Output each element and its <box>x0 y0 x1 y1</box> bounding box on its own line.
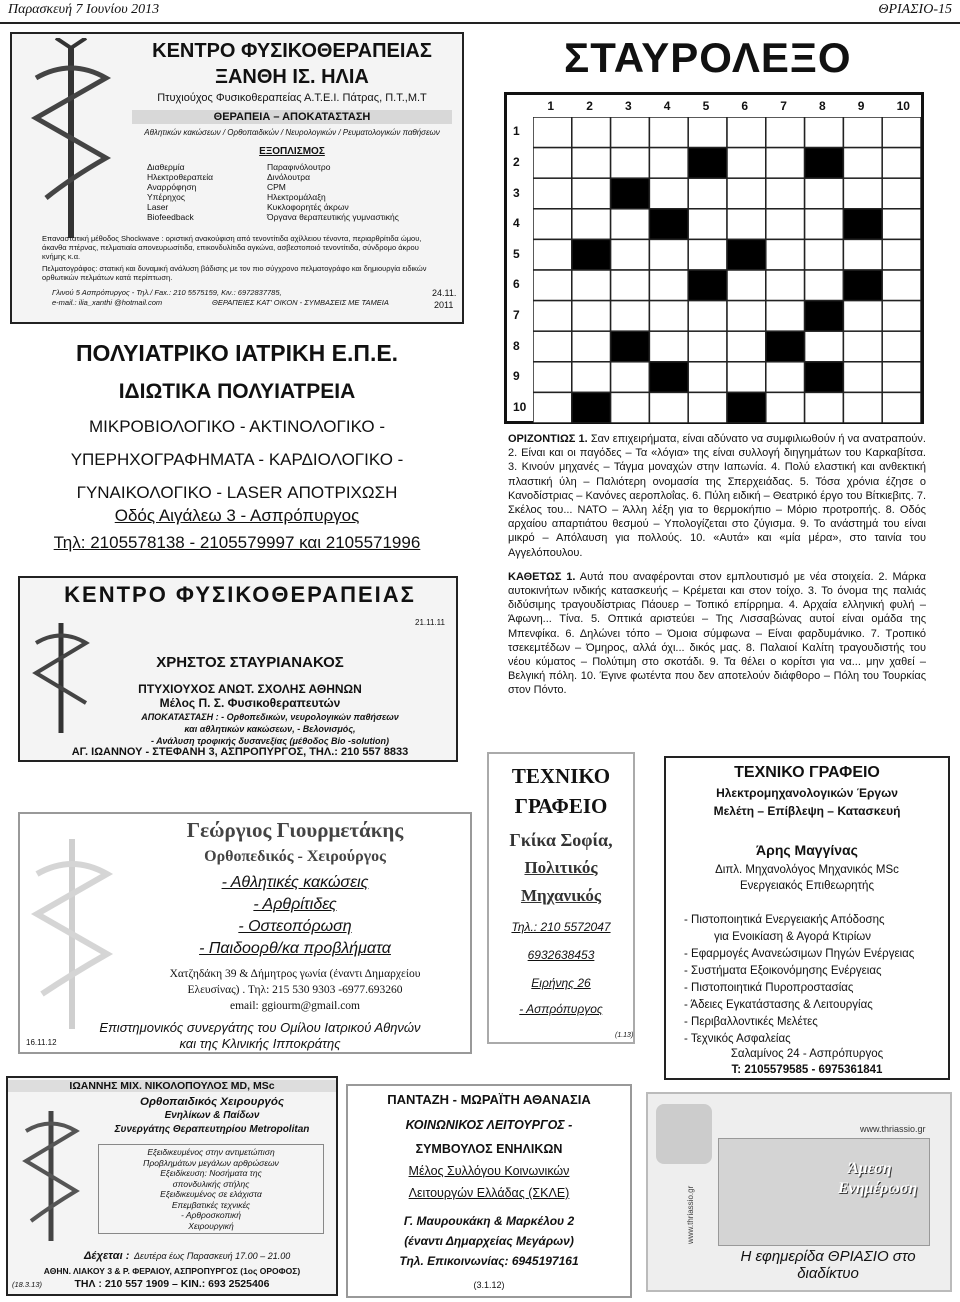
tech-2-phones: Τ: 2105579585 - 6975361841 <box>731 1064 883 1076</box>
crossword-black-cell <box>843 209 882 240</box>
tech-1-title-1: ΤΕΧΝΙΚΟ <box>511 764 611 788</box>
social-worker-ad <box>346 1084 632 1298</box>
tech-2-name: Άρης Μαγγίνας <box>756 842 858 858</box>
polyclinic-ad <box>10 340 464 562</box>
crossword-cell <box>727 270 766 301</box>
crossword-cell <box>572 331 611 362</box>
crossword-cell <box>727 148 766 179</box>
nik-name: ΙΩΑΝΝΗΣ ΜΙΧ. ΝΙΚΟΛΟΠΟΥΛΟΣ MD, MSc <box>8 1080 336 1092</box>
crossword-row-number: 5 <box>513 246 520 261</box>
body-line: Εξειδίκευση: Νοσήματα της <box>160 1168 262 1178</box>
crossword-cell <box>766 362 805 393</box>
body-line: Εξειδικευμένος σε ελάχιστα <box>160 1189 262 1199</box>
crossword-row-number: 8 <box>513 338 520 353</box>
physio-ad-stavrianakos <box>18 576 458 762</box>
crossword-cell <box>727 117 766 148</box>
crossword-cell <box>727 301 766 332</box>
crossword-cell <box>533 148 572 179</box>
crossword-cell <box>727 178 766 209</box>
crossword-cell <box>805 392 844 423</box>
physio-2-services-2: και αθλητικών κακώσεων, - Βελονισμός, <box>184 724 356 734</box>
nik-date-code: (18.3.13) <box>12 1280 43 1289</box>
sw-date-code: (3.1.12) <box>473 1280 505 1290</box>
crossword-black-cell <box>649 209 688 240</box>
physio-2-services-3: - Ανάλυση τροφικής δυσανεξίας (μέθοδος Bio -solution) <box>150 736 390 746</box>
issue-date: Παρασκευή 7 Ιουνίου 2013 <box>8 2 160 17</box>
crossword-cell <box>843 392 882 423</box>
polyclinic-line-1: ΠΟΛΥΙΑΤΡΙΚΟ ΙΑΤΡΙΚΗ Ε.Π.Ε. <box>75 340 399 366</box>
across-label: ΟΡΙΖΟΝΤΙΩΣ 1. <box>508 433 588 445</box>
equipment-item: Δινόλουτρα <box>267 172 310 182</box>
crossword-cell <box>572 362 611 393</box>
equipment-item: Κυκλοφορητές άκρων <box>267 202 349 212</box>
crossword-cell <box>766 178 805 209</box>
crossword-cell <box>843 117 882 148</box>
body-line: Επεμβατικές τεχνικές <box>171 1199 251 1210</box>
ortho-ad-nikolopoulos <box>6 1076 338 1296</box>
tech-1-name: Γκίκα Σοφία, <box>509 830 613 850</box>
crossword-cell <box>882 209 921 240</box>
crossword-cell <box>649 331 688 362</box>
crossword-cell <box>882 178 921 209</box>
tech-1-role-2: Μηχανικός <box>520 886 602 905</box>
crossword-cell <box>727 331 766 362</box>
crossword-cell <box>882 270 921 301</box>
crossword-row-number: 2 <box>513 154 520 169</box>
clues-across <box>508 432 926 560</box>
crossword-cell <box>766 209 805 240</box>
tech-2-subtitle-1: Ηλεκτρομηχανολογικών Έργων <box>716 786 898 800</box>
crossword-cell <box>805 209 844 240</box>
crossword-row-number: 6 <box>513 277 520 292</box>
sw-member-2: Λειτουργών Ελλάδας (ΣΚΛΕ) <box>408 1186 570 1200</box>
crossword-row-number: 9 <box>513 369 520 384</box>
service-item: - Πιστοποιητικά Ενεργειακής Απόδοσης <box>684 914 885 926</box>
crossword-cell <box>766 117 805 148</box>
physio-2-member: Μέλος Π. Σ. Φυσικοθεραπευτών <box>159 696 341 710</box>
equipment-item: Ηλεκτροθεραπεία <box>147 172 214 182</box>
physio-1-note-2: Πελματογράφος: στατική και δυναμική ανάλυση βάδισης με τον πιο σύγχρονο πελματογράφο και δημιουργία ειδικών ορθωτικών πελμάτων κατά περίπτωση. <box>42 264 427 282</box>
tech-1-title-2: ΓΡΑΦΕΙΟ <box>514 794 608 818</box>
header-rule <box>0 22 960 24</box>
crossword-cell <box>805 178 844 209</box>
crossword-cell <box>533 362 572 393</box>
thriassio-ad <box>646 1092 952 1292</box>
crossword-cell <box>766 392 805 423</box>
ortho-address-2: Ελευσίνας) . Τηλ: 215 530 9303 -6977.693260 <box>187 984 403 996</box>
thriassio-tagline-1: Άμεση <box>848 1160 892 1177</box>
physio-1-address: Γλινού 5 Ασπρόπυργος - Τηλ./ Fax.: 210 5575159, Κιν.: 6972837785, <box>52 288 282 297</box>
thriassio-slogan: Η εφημερίδα ΘΡΙΑΣΙΟ στο διαδίκτυο <box>740 1248 916 1282</box>
crossword-cell <box>688 178 727 209</box>
crossword-black-cell <box>805 362 844 393</box>
crossword-frame <box>504 92 924 424</box>
sw-role-1: ΚΟΙΝΩΝΙΚΟΣ ΛΕΙΤΟΥΡΓΟΣ - <box>405 1118 573 1132</box>
crossword-cell <box>611 362 650 393</box>
physio-2-degree: ΠΤΥΧΙΟΥΧΟΣ ΑΝΩΤ. ΣΧΟΛΗΣ ΑΘΗΝΩΝ <box>138 682 362 696</box>
crossword-cell <box>882 117 921 148</box>
crossword-cell <box>649 392 688 423</box>
crossword-cell <box>882 362 921 393</box>
sw-address-2: (έναντι Δημαρχείας Μεγάρων) <box>404 1234 574 1248</box>
service-item: - Τεχνικός Ασφαλείας <box>684 1033 791 1045</box>
physio-1-date-code-2: 2011 <box>434 300 454 310</box>
sw-member-1: Μέλος Συλλόγου Κοινωνικών <box>408 1164 570 1178</box>
crossword-black-cell <box>805 148 844 179</box>
thriassio-tagline-2: Ενημέρωση <box>838 1180 918 1197</box>
polyclinic-line-5: ΓΥΝΑΙΚΟΛΟΓΙΚΟ - LASER ΑΠΟΤΡΙΧΩΣΗ <box>76 483 398 502</box>
crossword-cell <box>649 270 688 301</box>
crossword-cell <box>766 270 805 301</box>
thriassio-url: www.thriassio.gr <box>860 1124 926 1134</box>
nik-phones: ΤΗΛ : 210 557 1909 – ΚΙΝ.: 693 2525406 <box>74 1278 270 1290</box>
tech-1-phone: Τηλ.: 210 5572047 <box>511 920 611 934</box>
equipment-item: CPM <box>267 182 286 192</box>
physio-2-date-code: 21.11.11 <box>415 618 445 627</box>
crossword-cell <box>611 148 650 179</box>
ortho-item-4: - Παιδοορθ/κα προβλήματα <box>199 940 391 957</box>
crossword-cell <box>766 148 805 179</box>
clues-down <box>508 570 926 698</box>
nik-title-3: Συνεργάτης Θεραπευτηρίου Metropolitan <box>114 1124 310 1135</box>
tech-2-degree-1: Διπλ. Μηχανολόγος Μηχανικός MSc <box>715 864 899 876</box>
crossword-grid <box>533 117 921 423</box>
sw-name: ΠΑΝΤΑΖΗ - ΜΩΡΑΪΤΗ ΑΘΑΝΑΣΙΑ <box>387 1092 591 1107</box>
physio-2-title: ΚΕΝΤΡΟ ΦΥΣΙΚΟΘΕΡΑΠΕΙΑΣ <box>64 582 416 607</box>
crossword-cell <box>882 148 921 179</box>
ortho-item-3: - Οστεοπόρωση <box>238 918 352 935</box>
ortho-collab-1: Επιστημονικός συνεργάτης του Ομίλου Ιατρικού Αθηνών <box>99 1020 421 1035</box>
crossword-cell <box>843 331 882 362</box>
nik-title-2: Ενηλίκων & Παίδων <box>164 1110 260 1121</box>
service-item: - Περιβαλλοντικές Μελέτες <box>684 1016 818 1028</box>
tech-2-degree-2: Ενεργειακός Επιθεωρητής <box>740 880 874 892</box>
down-label: ΚΑΘΕΤΩΣ 1. <box>508 570 576 583</box>
nik-title-1: Ορθοπαιδικός Χειρουργός <box>140 1096 284 1108</box>
ortho-title: Ορθοπεδικός - Χειρούργος <box>204 848 386 865</box>
crossword-cell <box>533 331 572 362</box>
crossword-col-number: 2 <box>586 99 593 113</box>
page-label: ΘΡΙΑΣΙΟ-15 <box>878 2 952 17</box>
crossword-cell <box>611 239 650 270</box>
nik-hours: Δευτέρα έως Παρασκευή 17.00 – 21.00 <box>134 1251 291 1261</box>
crossword-cell <box>805 331 844 362</box>
sw-phone: Τηλ. Επικοινωνίας: 6945197161 <box>399 1254 579 1268</box>
crossword-cell <box>805 239 844 270</box>
caduceus-icon <box>16 38 126 248</box>
crossword-cell <box>533 178 572 209</box>
physio-2-footer: ΑΓ. ΙΩΑΝΝΟΥ - ΣΤΕΦΑΝΗ 3, ΑΣΠΡΟΠΥΡΓΟΣ, ΤΗΛ.: 210 557 8833 <box>71 746 409 758</box>
tech-office-magginas <box>664 756 950 1080</box>
crossword-black-cell <box>688 270 727 301</box>
crossword-cell <box>533 392 572 423</box>
caduceus-icon <box>16 1106 86 1246</box>
across-text: Σαν επιχειρήματα, είναι αδύνατο να συμφιλιωθούν ή να ανατραπούν. 2. Είναι και οι παγόδες – Τα «λόγια» της είναι συλλογή διηγημάτων του Καρκαβίτσα. 3. Κινούν μηχανές – Τάγμα μοναχών στην Ιαπωνία. 4. Πολύ ελαστική και ανθεκτική πλαστική ύλη – Παλιότερη ονομασία της Σπερχειάδας. 5. Τόσα χρόνια έζησε ο Κανοδίστριας – Κανόνες αεροπλοΐας. 6. Πύλη ειδική – Θεατρικό έργο του Βίτκιεβιτς. 7. Σκέλος του... ΝΑΤΟ – Άλλη λέξη για το θερμοκήπιο – Μόριο προτροπής. 8. Οδός αρχαίου απαρτιάτου θεσμού – Υπολογίζεται στο ζύγισμα. 9. Το ανάστημά του είναι μικρό – Απόλαυση για πολλούς. 10. «Αυτά» και «μία μέρα», στο ταινία του Αγγελόπουλου. <box>508 433 926 559</box>
crossword-black-cell <box>843 270 882 301</box>
ortho-ad-giourmetakis <box>18 812 472 1054</box>
nik-body <box>98 1144 324 1234</box>
ortho-address-1: Χατζηδάκη 39 & Δήμητρος γωνία (έναντι Δημαρχείου <box>169 968 421 980</box>
body-line: - Αρθροσκοπική <box>180 1210 242 1220</box>
crossword-cell <box>611 301 650 332</box>
crossword-cell <box>572 270 611 301</box>
crossword-cell <box>649 148 688 179</box>
thriassio-url-vertical: www.thriassio.gr <box>686 1185 695 1244</box>
sw-role-2: ΣΥΜΒΟΥΛΟΣ ΕΝΗΛΙΚΩΝ <box>415 1142 563 1156</box>
tech-2-services <box>684 912 946 1048</box>
crossword-cell <box>843 362 882 393</box>
crossword-row-number: 7 <box>513 307 520 322</box>
sw-address-1: Γ. Μαυρουκάκη & Μαρκέλου 2 <box>403 1214 575 1228</box>
physio-2-name: ΧΡΗΣΤΟΣ ΣΤΑΥΡΙΑΝΑΚΟΣ <box>156 654 344 671</box>
crossword-cell <box>572 178 611 209</box>
caduceus-icon <box>26 618 96 738</box>
crossword-cell <box>688 209 727 240</box>
equipment-item: Διαθερμία <box>147 162 185 172</box>
crossword-cell <box>533 117 572 148</box>
crossword-cell <box>688 239 727 270</box>
crossword-cell <box>882 239 921 270</box>
crossword-cell <box>688 362 727 393</box>
crossword-cell <box>843 301 882 332</box>
crossword-cell <box>533 239 572 270</box>
crossword-clues <box>508 432 926 698</box>
polyclinic-line-4: ΥΠΕΡΗΧΟΓΡΑΦΗΜΑΤΑ - ΚΑΡΔΙΟΛΟΓΙΚΟ - <box>70 450 404 469</box>
equipment-item: Υπέρηχος <box>147 192 185 202</box>
crossword-cell <box>727 362 766 393</box>
physio-1-equipment-left <box>147 162 287 222</box>
physio-1-equipment-right <box>267 162 457 222</box>
crossword-black-cell <box>611 331 650 362</box>
crossword-col-number: 10 <box>896 99 910 113</box>
polyclinic-address: Οδός Αιγάλεω 3 - Ασπρόπυργος <box>114 506 360 525</box>
crossword-cell <box>611 270 650 301</box>
service-item: - Συστήματα Εξοικονόμησης Ενέργειας <box>684 965 882 977</box>
crossword-cell <box>843 239 882 270</box>
tech-2-subtitle-2: Μελέτη – Επίβλεψη – Κατασκευή <box>713 804 901 818</box>
crossword-cell <box>688 117 727 148</box>
physio-ad-xanthi <box>10 32 464 324</box>
ortho-email: email: ggiourm@gmail.com <box>229 1000 361 1012</box>
ortho-collab-2: και της Κλινικής Ιπποκράτης <box>179 1036 341 1051</box>
ortho-item-2: - Αρθρίτιδες <box>253 896 337 913</box>
thriassio-hands-icon <box>656 1104 712 1164</box>
crossword-cell <box>611 209 650 240</box>
crossword-cell <box>649 117 688 148</box>
crossword-cell <box>533 209 572 240</box>
crossword-cell <box>805 117 844 148</box>
equipment-item: Παραφινόλουτρο <box>267 162 331 172</box>
crossword-black-cell <box>727 392 766 423</box>
crossword-cell <box>649 301 688 332</box>
body-line: Προβλημάτων μεγάλων αρθρώσεων <box>143 1157 279 1168</box>
physio-1-equipment-heading: ΕΞΟΠΛΙΣΜΟΣ <box>259 146 325 157</box>
crossword-cell <box>572 148 611 179</box>
physio-1-banner: ΘΕΡΑΠΕΙΑ – ΑΠΟΚΑΤΑΣΤΑΣΗ <box>132 110 452 124</box>
crossword-row-number: 10 <box>513 399 527 414</box>
crossword-black-cell <box>572 392 611 423</box>
physio-1-title-1: ΚΕΝΤΡΟ ΦΥΣΙΚΟΘΕΡΑΠΕΙΑΣ <box>152 40 432 62</box>
ortho-date-code: 16.11.12 <box>26 1038 57 1047</box>
crossword-black-cell <box>572 239 611 270</box>
crossword-cell <box>766 301 805 332</box>
crossword-col-number: 4 <box>663 99 671 113</box>
equipment-item: Biofeedback <box>147 212 194 222</box>
crossword-cell <box>882 301 921 332</box>
crossword-cell <box>533 301 572 332</box>
crossword-cell <box>688 301 727 332</box>
crossword-black-cell <box>727 239 766 270</box>
tech-1-street: Ειρήνης 26 <box>531 976 591 990</box>
caduceus-icon <box>22 834 122 1034</box>
crossword-cell <box>843 148 882 179</box>
polyclinic-line-2: ΙΔΙΩΤΙΚΑ ΠΟΛΥΙΑΤΡΕΙΑ <box>118 380 356 403</box>
crossword-cell <box>572 209 611 240</box>
body-line: Χειρουργική <box>188 1220 234 1231</box>
physio-1-title-2: ΞΑΝΘΗ ΙΣ. ΗΛΙΑ <box>215 66 369 88</box>
crossword-cell <box>688 331 727 362</box>
service-item: - Άδειες Εγκατάστασης & Λειτουργίας <box>684 999 873 1011</box>
equipment-item: Αναρρόφηση <box>147 182 197 192</box>
tech-office-gkika <box>487 752 635 1044</box>
crossword-col-number: 1 <box>547 99 555 113</box>
tech-1-city: - Ασπρόπυργος <box>519 1002 603 1016</box>
crossword-col-number: 7 <box>780 99 787 113</box>
crossword-black-cell <box>611 178 650 209</box>
physio-1-subtitle: Πτυχιούχος Φυσικοθεραπείας Α.Τ.Ε.Ι. Πάτρας, Π.Τ.,Μ.Τ <box>157 92 427 104</box>
physio-1-services: ΘΕΡΑΠΕΙΕΣ ΚΑΤ' ΟΙΚΟΝ - ΣΥΜΒΑΣΕΙΣ ΜΕ ΤΑΜΕΙΑ <box>212 298 389 307</box>
crossword-black-cell <box>766 331 805 362</box>
crossword-cell <box>882 331 921 362</box>
physio-1-email: e-mail.: ilia_xanthi @hotmail.com <box>52 298 163 307</box>
service-item: - Εφαρμογές Ανανεώσιμων Πηγών Ενέργειας <box>684 948 915 960</box>
crossword-cell <box>882 392 921 423</box>
crossword-cell <box>649 178 688 209</box>
ortho-name: Γεώργιος Γιουρμετάκης <box>186 818 404 842</box>
crossword-row-number: 3 <box>513 185 520 200</box>
service-item: - Πιστοποιητικά Πυροπροστασίας <box>684 982 854 994</box>
crossword-cell <box>572 301 611 332</box>
crossword-black-cell <box>688 148 727 179</box>
equipment-item: Ηλεκτρομάλαξη <box>267 192 326 202</box>
crossword-col-number: 8 <box>819 99 826 113</box>
crossword-col-number: 6 <box>741 99 749 113</box>
physio-1-areas: Αθλητικών κακώσεων / Ορθοπαιδικών / Νευρολογικών / Ρευματολογικών παθήσεων <box>144 128 440 137</box>
crossword-col-number: 5 <box>702 99 710 113</box>
tech-1-role-1: Πολιτικός <box>524 858 598 877</box>
crossword-cell <box>766 239 805 270</box>
crossword-col-number: 9 <box>857 99 865 113</box>
polyclinic-line-3: ΜΙΚΡΟΒΙΟΛΟΓΙΚΟ - ΑΚΤΙΝΟΛΟΓΙΚΟ - <box>89 417 385 436</box>
crossword-cell <box>843 178 882 209</box>
equipment-item: Laser <box>147 202 169 212</box>
body-line: Εξειδικευμένος στην αντιμετώπιση <box>147 1147 275 1157</box>
tech-1-date-code: (1.13) <box>615 1032 634 1039</box>
crossword-cell <box>688 392 727 423</box>
crossword-cell <box>533 270 572 301</box>
service-item: για Ενοικίαση & Αγορά Κτιρίων <box>714 931 871 943</box>
physio-1-date-code-1: 24.11. <box>432 288 457 298</box>
crossword-row-number: 1 <box>513 124 520 139</box>
crossword-cell <box>649 239 688 270</box>
ortho-item-1: - Αθλητικές κακώσεις <box>221 874 369 891</box>
crossword-cell <box>727 209 766 240</box>
tech-2-address: Σαλαμίνος 24 - Ασπρόπυργος <box>730 1048 884 1060</box>
crossword-cell <box>572 117 611 148</box>
crossword-row-number: 4 <box>513 216 520 231</box>
nik-hours-label: Δέχεται : <box>84 1250 130 1262</box>
crossword-title: ΣΤΑΥΡΟΛΕΞΟ <box>564 34 852 81</box>
polyclinic-phones: Τηλ: 2105578138 - 2105579997 και 2105571996 <box>53 533 421 552</box>
physio-1-note-1: Επαναστατική μέθοδος Shockwave : οριστική ανακούφιση από τενοντίτιδα αχίλλειου τένοντα, περιαρθρίτιδα ώμου, άκανθα πτέρνας, πελματιαία απονευρωσίτιδα, επικονδυλίτιδα αγκώνα, ασβεστοποιό τενοντίτιδα, σύνδρομο άκρου κνήμης κ.α. <box>42 234 422 261</box>
tech-2-title: ΤΕΧΝΙΚΟ ΓΡΑΦΕΙΟ <box>734 764 880 781</box>
tech-1-mobile: 6932638453 <box>527 948 595 962</box>
crossword-cell <box>805 270 844 301</box>
equipment-item: Όργανα θεραπευτικής γυμναστικής <box>267 212 399 222</box>
crossword-black-cell <box>649 362 688 393</box>
crossword-cell <box>611 117 650 148</box>
physio-2-services-1: ΑΠΟΚΑΤΑΣΤΑΣΗ : - Ορθοπεδικών, νευρολογικών παθήσεων <box>141 712 399 722</box>
crossword-col-number: 3 <box>625 99 632 113</box>
body-line: σπονδυλικής στήλης <box>172 1178 250 1189</box>
down-text: Αυτά που αναφέρονται στον εμπλουτισμό με νέα στοιχεία. 2. Μάρκα αυτοκινήτων ινδικής κατασκευής – Κρέμεται και στον τοίχο. 3. Το όνομα της παλιάς διδύσιμης τραγουδίστριας Πάουερ – Τοπικό επίρρημα. 4. Αρχαία ελληνική φυλή – Άφωνη... Τίνα. 5. Οπτικά αριστεύει – Της Λισσαβώνας αυτοί είναι ομάδα της Μπενφίκα. 6. Δηλώνει τόπο – Όμοια σύμφωνα – Είναι φαρδυμάνικο. 7. Τροπικό τσεκεμτέδων – Όμηρος, αλλά όχι... δικός μας. 8. Παλαιοί Καλίτη τραγουδιστής του νέου κύματος – Πολύτιμη στο σκοτάδι. 9. Τα θέλει ο κορίτσι για να... μην χαθεί – Βελγική πόλη. 10. Έγινε φωτέντα που δεν αποτελούν διάφθορο – Πόλη του Τουρκίας στον Πόντο. <box>508 570 926 697</box>
crossword-black-cell <box>805 301 844 332</box>
crossword-cell <box>611 392 650 423</box>
nik-address: ΑΘΗΝ. ΛΙΑΚΟΥ 3 & Ρ. ΦΕΡΑΙΟΥ, ΑΣΠΡΟΠΥΡΓΟΣ (1ος ΟΡΟΦΟΣ) <box>43 1266 301 1276</box>
